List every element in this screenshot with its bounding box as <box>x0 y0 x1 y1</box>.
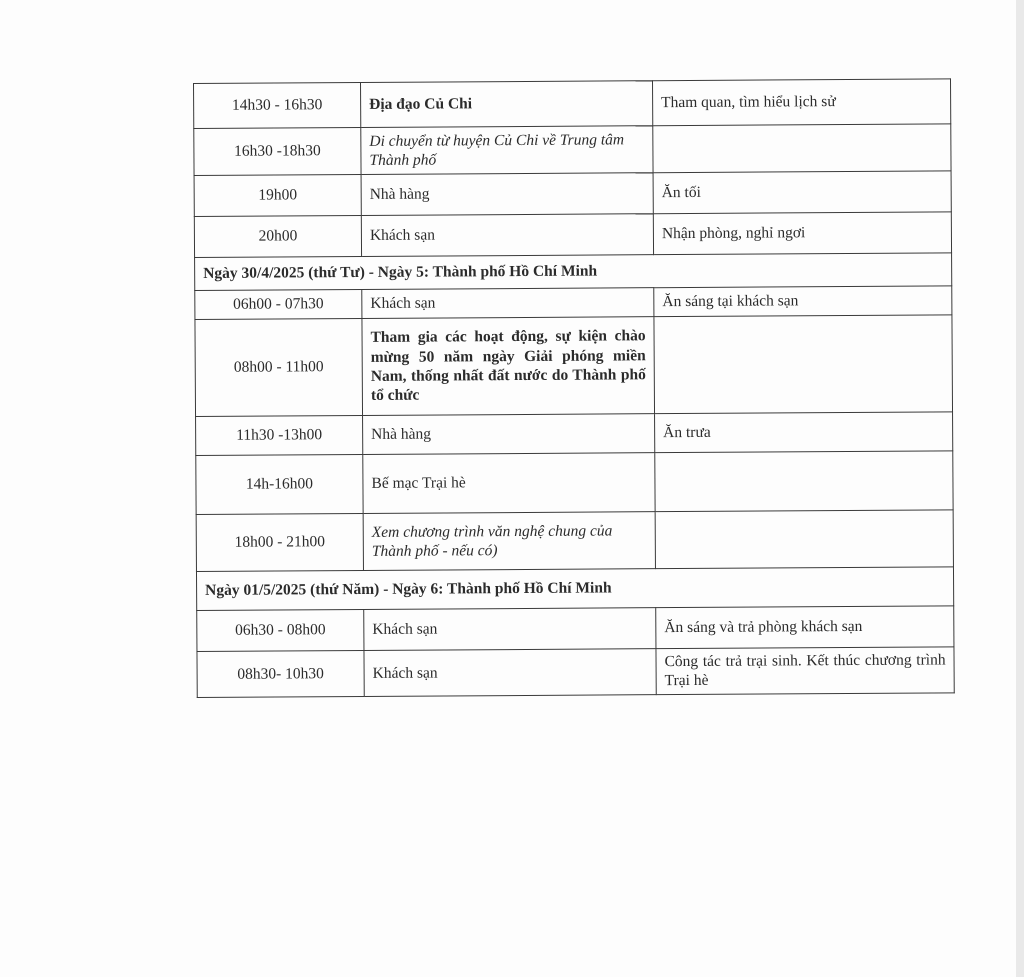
time-cell: 08h00 - 11h00 <box>195 318 363 416</box>
place-cell: Bế mạc Trại hè <box>363 453 655 514</box>
place-cell: Khách sạn <box>362 288 654 319</box>
day-5-header: Ngày 30/4/2025 (thứ Tư) - Ngày 5: Thành phố Hồ Chí Minh <box>195 253 952 291</box>
table-row <box>194 212 951 258</box>
time-cell: 06h30 - 08h00 <box>197 609 364 651</box>
time-cell: 06h00 - 07h30 <box>195 289 362 319</box>
activity-cell <box>654 315 953 414</box>
time-cell: 08h30- 10h30 <box>197 650 364 697</box>
table-row <box>196 510 953 572</box>
time-cell: 14h30 - 16h30 <box>194 82 361 128</box>
schedule-table <box>193 78 955 697</box>
time-cell: 16h30 -18h30 <box>194 127 361 175</box>
activity-cell: Ăn trưa <box>655 412 953 453</box>
activity-cell <box>655 510 953 569</box>
activity-cell: Ăn tối <box>653 171 951 214</box>
place-cell: Nhà hàng <box>363 414 655 455</box>
activity-cell: Ăn sáng và trả phòng khách sạn <box>656 606 954 649</box>
table-row <box>196 451 953 515</box>
time-cell: 14h-16h00 <box>196 454 363 514</box>
table-row <box>195 286 952 320</box>
place-cell: Nhà hàng <box>361 173 653 216</box>
place-cell: Di chuyển từ huyện Củ Chi về Trung tâm Thành phố <box>361 126 653 175</box>
table-row <box>194 124 951 176</box>
activity-cell: Tham quan, tìm hiểu lịch sử <box>652 79 950 126</box>
time-cell: 20h00 <box>194 215 361 257</box>
time-cell: 11h30 -13h00 <box>196 415 363 455</box>
place-cell: Khách sạn <box>364 608 656 651</box>
table-row <box>195 315 953 417</box>
table-row <box>194 79 951 129</box>
day-header-row <box>195 253 952 291</box>
activity-cell <box>655 451 953 512</box>
activity-cell <box>653 124 951 173</box>
place-cell: Khách sạn <box>361 214 653 257</box>
place-cell: Xem chương trình văn nghệ chung của Thành phố - nếu có) <box>363 512 655 571</box>
time-cell: 19h00 <box>194 174 361 216</box>
activity-cell: Nhận phòng, nghỉ ngơi <box>653 212 951 255</box>
activity-cell: Công tác trả trại sinh. Kết thúc chương trình Trại hè <box>656 647 954 695</box>
table-row <box>196 412 953 456</box>
table-row <box>194 171 951 217</box>
table-row <box>197 647 954 697</box>
day-6-header: Ngày 01/5/2025 (thứ Năm) - Ngày 6: Thành phố Hồ Chí Minh <box>196 567 953 611</box>
place-cell: Địa đạo Củ Chi <box>360 81 652 128</box>
place-cell: Khách sạn <box>364 649 656 697</box>
table-row <box>197 606 954 652</box>
activity-cell: Ăn sáng tại khách sạn <box>654 286 952 317</box>
day-header-row <box>196 567 953 611</box>
place-cell: Tham gia các hoạt động, sự kiện chào mừng 50 năm ngày Giải phóng miền Nam, thống nhất đất nước do Thành phố tổ chức <box>362 317 655 416</box>
time-cell: 18h00 - 21h00 <box>196 513 363 571</box>
page-edge <box>1016 0 1024 977</box>
